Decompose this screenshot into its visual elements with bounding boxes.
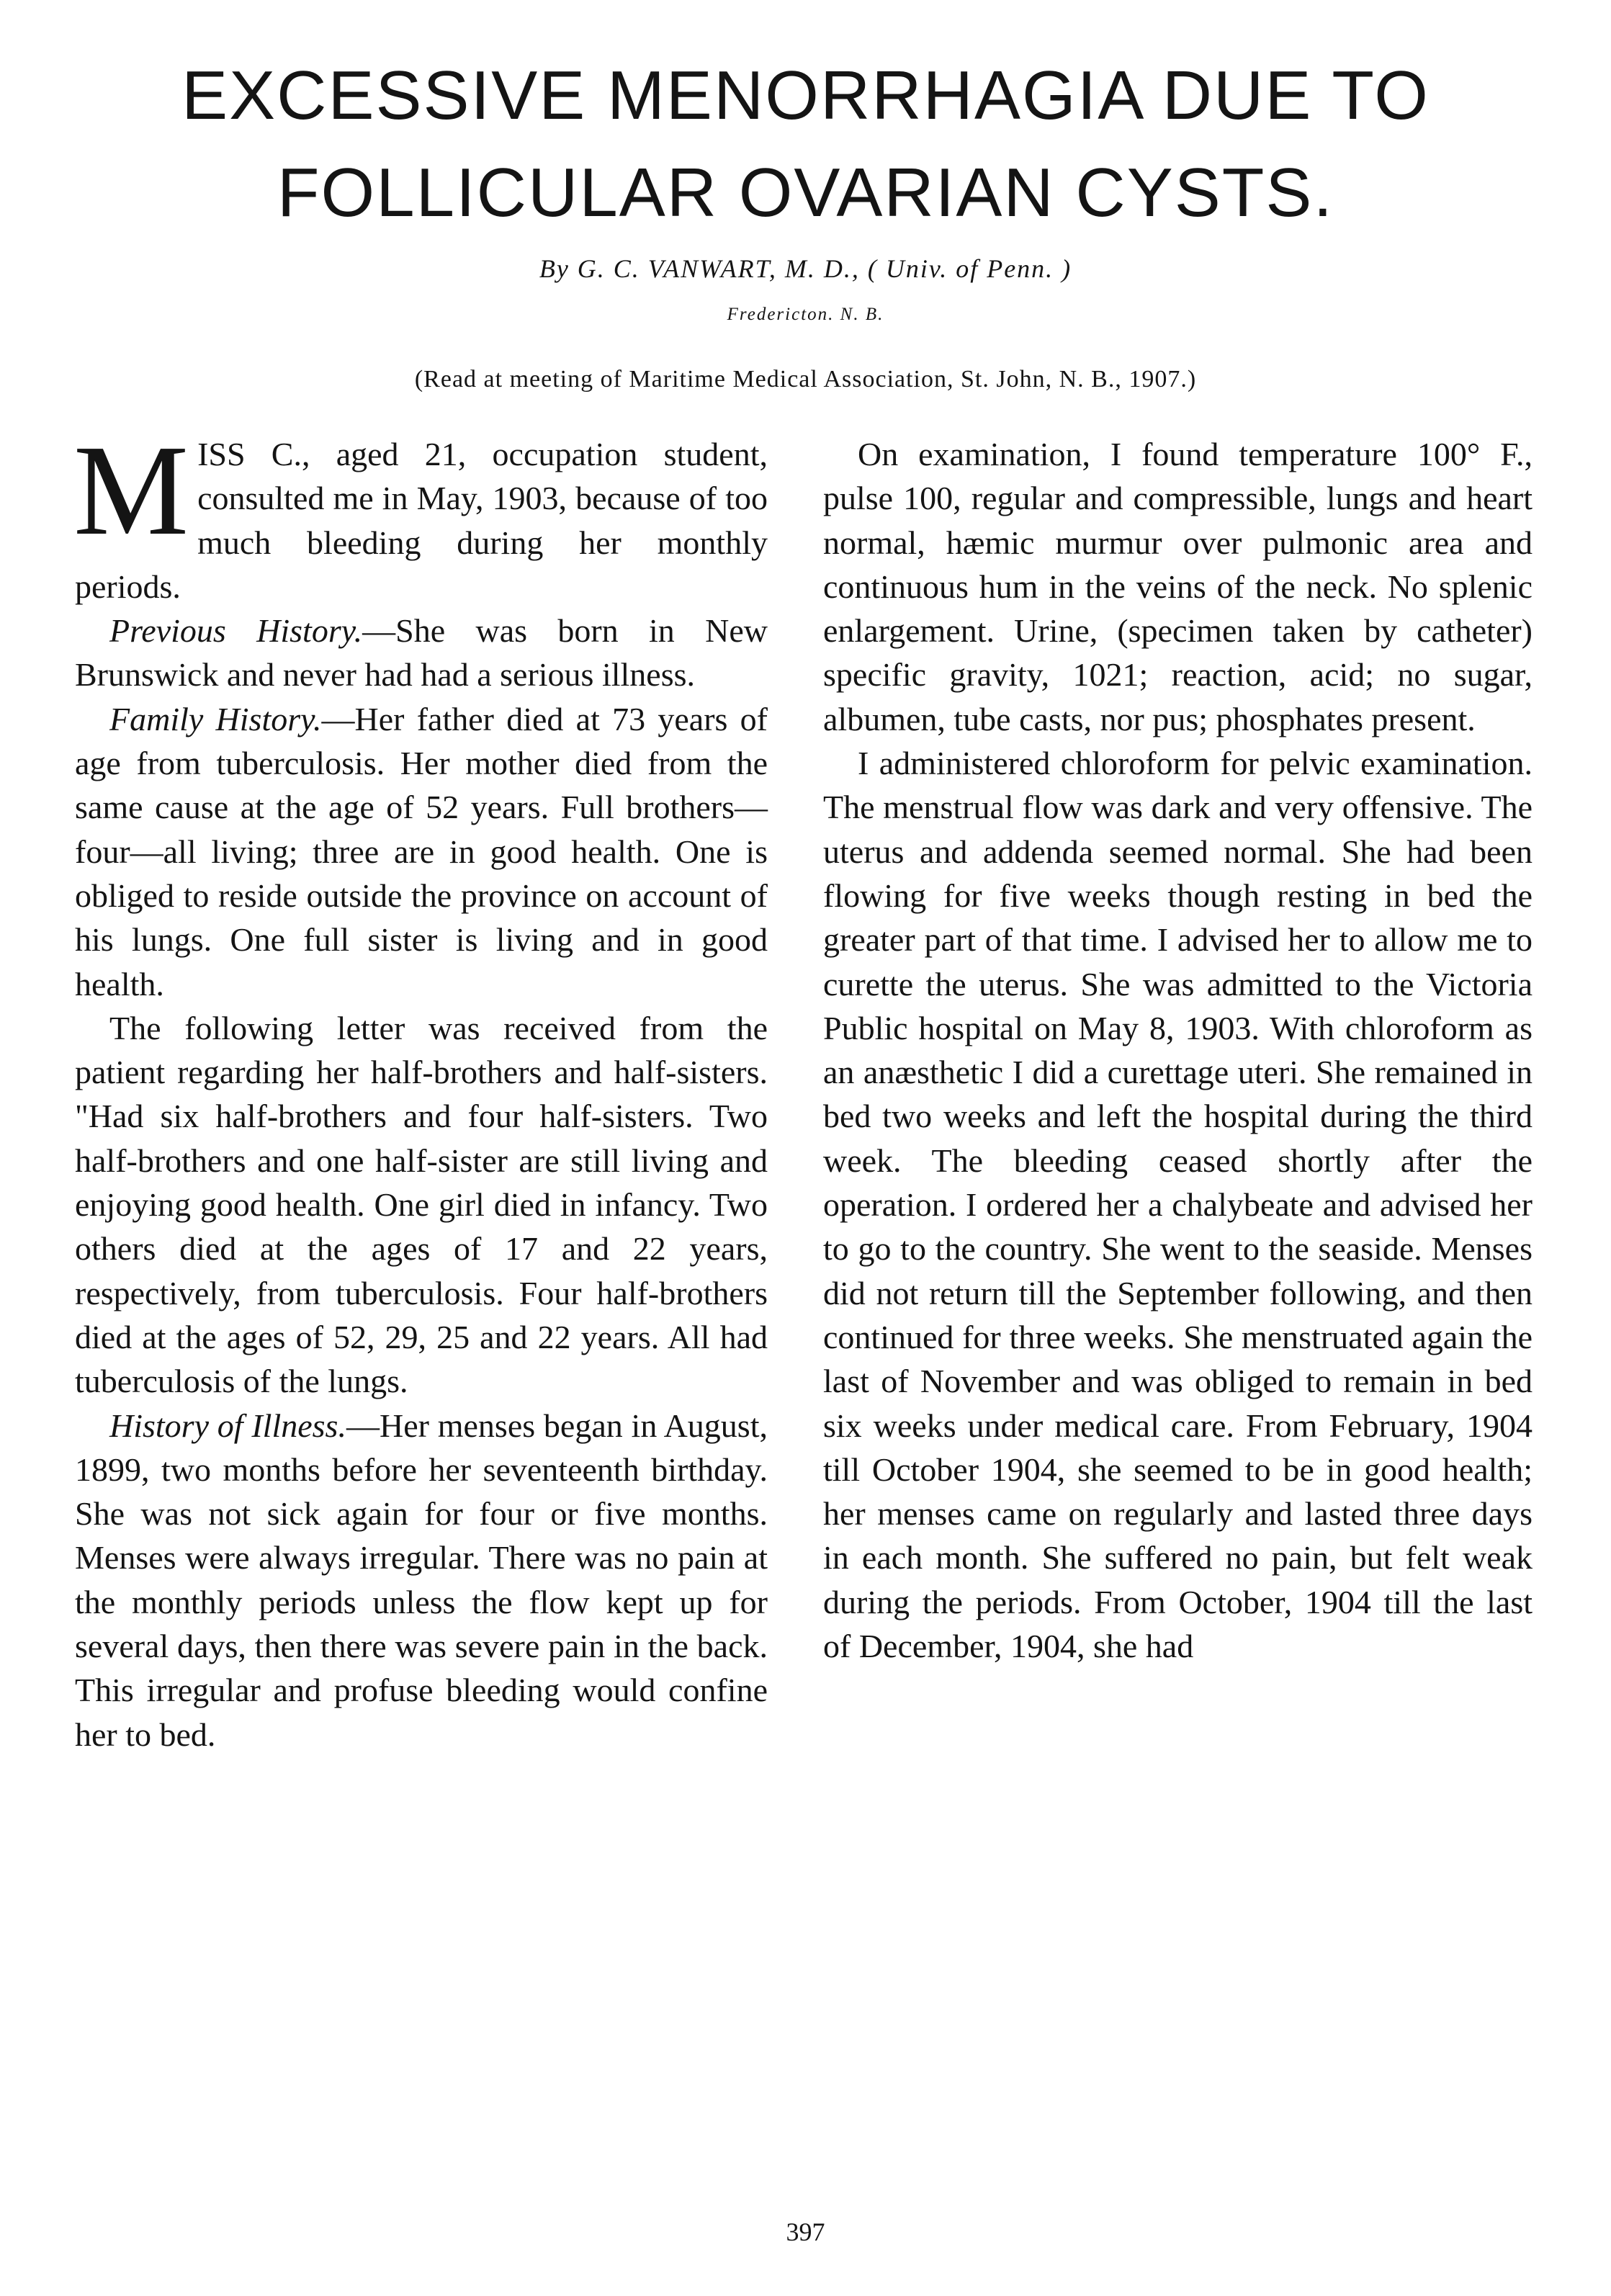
- letter-paragraph: The following letter was received from the patient regarding her half-brothers and half-sisters. "Had six half-brothers and four half-sisters. Two half-brothers and one half-sister are still living and enjoying good health. One girl died in infancy. Two others died at the ages of 17 and 22 years, respectively, from tuberculosis. Four half-brothers died at the ages of 52, 29, 25 and 22 years. All had tuberculosis of the lungs.: [75, 1009, 768, 1400]
- previous-history-text: —She was born in New Brunswick and never had had a serious illness.: [75, 612, 768, 694]
- opening-text: ISS C., aged 21, occupation student, consulted me in May, 1903, because of too much bleeding during her monthly periods.: [75, 436, 768, 605]
- section-heading-family-history: Family History.: [109, 700, 322, 737]
- author-byline: By G. C. VANWART, M. D., ( Univ. of Penn. ): [539, 254, 1072, 283]
- history-of-illness-text: —Her menses began in August, 1899, two months before her seventeenth birthday. She was not sick again for four or five months. Menses were always irregular. There was no pain at the monthly periods unless the flow kept up for several days, then there was severe pain in the back. This irregular and profuse bleeding would confine her to bed.: [75, 1407, 768, 1753]
- author-location: Fredericton. N. B.: [727, 305, 884, 324]
- article-title-line-1: EXCESSIVE MENORRHAGIA DUE TO: [181, 57, 1430, 134]
- article-title-line-2: FOLLICULAR OVARIAN CYSTS.: [277, 154, 1334, 231]
- family-history-text: —Her father died at 73 years of age from tuberculosis. Her mother died from the same cause at the age of 52 years. Full brothers—four—all living; three are in good health. One is obliged to reside outside the province on account of his lungs. One full sister is living and in good health.: [75, 700, 768, 1003]
- opening-paragraph: [73, 418, 768, 609]
- right-column: [823, 432, 1533, 1668]
- section-heading-history-of-illness: History of Illness.: [109, 1407, 346, 1444]
- treatment-paragraph: I administered chloroform for pelvic examination. The menstrual flow was dark and very offensive. The uterus and addenda seemed normal. She had been flowing for five weeks though resting in bed the greater part of that time. I advised her to allow me to curette the uterus. She was admitted to the Victoria Public hospital on May 8, 1903. With chloroform as an anæsthetic I did a curettage uteri. She remained in bed two weeks and left the hospital during the third week. The bleeding ceased shortly after the operation. I ordered her a chalybeate and advised her to go to the country. She went to the seaside. Menses did not return till the September following, and then continued for three weeks. She menstruated again the last of November and was obliged to remain in bed six weeks under medical care. From February, 1904 till October 1904, she seemed to be in good health; her menses came on regularly and lasted three days in each month. She suffered no pain, but felt weak during the periods. From October, 1904 till the last of December, 1904, she had: [823, 745, 1533, 1665]
- section-heading-previous-history: Previous History.: [109, 612, 363, 650]
- left-column: [73, 418, 768, 1757]
- read-at-note: (Read at meeting of Maritime Medical Association, St. John, N. B., 1907.): [414, 366, 1197, 393]
- history-of-illness-paragraph: [75, 1404, 768, 1757]
- family-history-paragraph: [75, 697, 768, 1006]
- previous-history-paragraph: [75, 609, 768, 697]
- drop-cap: M: [73, 418, 189, 562]
- examination-paragraph: On examination, I found temperature 100° F., pulse 100, regular and compressible, lungs and heart normal, hæmic murmur over pulmonic area and continuous hum in the veins of the neck. No splenic enlargement. Urine, (specimen taken by catheter) specific gravity, 1021; reaction, acid; no sugar, albumen, tube casts, nor pus; phosphates present.: [823, 436, 1533, 737]
- page-number: 397: [786, 2217, 825, 2246]
